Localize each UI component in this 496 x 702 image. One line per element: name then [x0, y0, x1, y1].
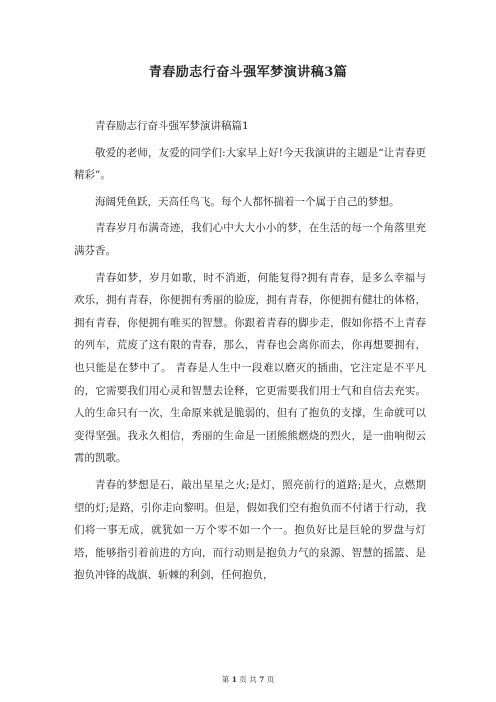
footer-total-pages: 7: [259, 675, 265, 684]
footer-suffix: 页: [266, 675, 275, 684]
paragraph: 青春岁月布满奇迹，我们心中大大小小的梦，在生活的每一个角落里充满芬香。: [74, 222, 426, 257]
paragraph: 海阔凭鱼跃，天高任鸟飞。每个人都怀揣着一个属于自己的梦想。: [95, 195, 400, 208]
paragraph: 青春的梦想是石，敲出星星之火;是灯，照亮前行的道路;是火，点燃期望的灯;是路，引你走向黎明。但是，假如我们空有抱负而不付诸于行动，我们将一事无成，就犹如一万个零不如一个一。抱负好比是巨轮的罗盘与灯塔，能够指引着前进的方向，而行动则是抱负力气的泉源、智慧的摇篮、是抱负冲锋的战旗、斩棘的利剑，任何抱负，: [74, 478, 426, 582]
section-heading: 青春励志行奋斗强军梦演讲稿篇1: [95, 120, 249, 132]
page-footer: [0, 675, 496, 685]
document-title: 青春励志行奋斗强军梦演讲稿3篇: [148, 65, 348, 80]
footer-middle: 页 共: [239, 675, 257, 684]
document-body: [74, 115, 426, 591]
paragraph: 敬爱的老师，友爱的同学们:大家早上好!今天我演讲的主题是“让青春更精彩”。: [74, 146, 426, 182]
paragraph: 青春如梦，岁月如歌，时不消逝，何能复得?拥有青春，是多么幸福与欢乐，拥有青春，你便拥有秀丽的脸庞，拥有青春，你便拥有健壮的体格，拥有青春，你便拥有唯买的智慧。你跟着青春的脚步走，假如你搭不上青春的列车，荒废了这有限的青春，那么，青春也会离你而去，你再想要拥有，也只能是在梦中了。 青春是人生中一段难以磨灭的插曲，它注定是不平凡的，它需要我们用心灵和智慧去诠释，它更需要我们用士气和自信去充实。人的生命只有一次，生命原来就是脆弱的，但有了抱负的支撑，生命就可以变得坚强。我永久相信，秀丽的生命是一团熊熊燃烧的烈火，是一曲响彻云霄的凯歌。: [74, 271, 426, 465]
footer-page-number: 1: [231, 675, 237, 684]
footer-prefix: 第: [221, 675, 230, 684]
